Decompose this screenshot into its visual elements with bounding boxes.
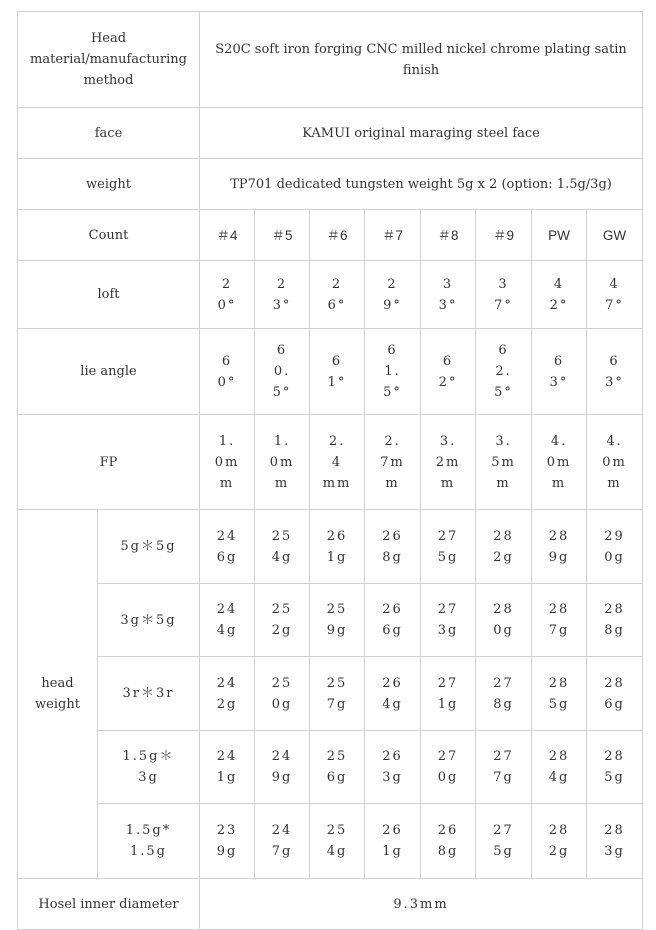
head-weight-cell: 26 4g <box>365 657 421 731</box>
loft-cell: 4 7° <box>587 261 643 329</box>
head-weight-cell: 27 1g <box>421 657 476 731</box>
head-weight-cell: 25 7g <box>310 657 365 731</box>
count-cell: PW <box>532 210 587 261</box>
lie-angle-cell: 6 3° <box>587 329 643 415</box>
count-cell: ＃5 <box>255 210 310 261</box>
hosel-value: 9.3mm <box>200 879 643 930</box>
face-value: KAMUI original maraging steel face <box>200 108 643 159</box>
head-weight-cell: 28 9g <box>532 510 587 584</box>
weight-value: TP701 dedicated tungsten weight 5g x 2 (option: 1.5g/3g) <box>200 159 643 210</box>
head-weight-cell: 25 6g <box>310 731 365 804</box>
head-material-label: Head material/manufacturing method <box>18 12 200 108</box>
lie-angle-cell: 6 0. 5° <box>255 329 310 415</box>
fp-cell: 1. 0m m <box>255 415 310 510</box>
loft-label: loft <box>18 261 200 329</box>
loft-cell: 3 3° <box>421 261 476 329</box>
loft-cell: 4 2° <box>532 261 587 329</box>
head-weight-cell: 26 1g <box>365 804 421 879</box>
loft-cell: 2 3° <box>255 261 310 329</box>
head-weight-cell: 24 2g <box>200 657 255 731</box>
head-material-value: S20C soft iron forging CNC milled nickel chrome plating satin finish <box>200 12 643 108</box>
count-cell: ＃4 <box>200 210 255 261</box>
row-head-weight-4 <box>18 731 643 804</box>
head-weight-cell: 25 4g <box>310 804 365 879</box>
head-weight-cell: 27 8g <box>476 657 532 731</box>
row-face <box>18 108 643 159</box>
row-lie-angle <box>18 329 643 415</box>
head-weight-cell: 26 8g <box>365 510 421 584</box>
head-weight-cell: 26 8g <box>421 804 476 879</box>
row-count <box>18 210 643 261</box>
head-weight-config: 3r＊3r <box>98 657 200 731</box>
head-weight-cell: 27 5g <box>476 804 532 879</box>
count-cell: ＃6 <box>310 210 365 261</box>
loft-cell: 3 7° <box>476 261 532 329</box>
weight-label: weight <box>18 159 200 210</box>
loft-cell: 2 6° <box>310 261 365 329</box>
count-cell: GW <box>587 210 643 261</box>
row-head-weight-3 <box>18 657 643 731</box>
head-weight-cell: 26 3g <box>365 731 421 804</box>
row-head-material <box>18 12 643 108</box>
head-weight-cell: 28 6g <box>587 657 643 731</box>
row-head-weight-1 <box>18 510 643 584</box>
spec-table <box>17 11 643 930</box>
fp-cell: 2. 7m m <box>365 415 421 510</box>
head-weight-cell: 25 4g <box>255 510 310 584</box>
fp-label: FP <box>18 415 200 510</box>
row-weight <box>18 159 643 210</box>
fp-cell: 3. 5m m <box>476 415 532 510</box>
head-weight-cell: 24 4g <box>200 584 255 657</box>
head-weight-cell: 28 8g <box>587 584 643 657</box>
fp-cell: 2. 4 mm <box>310 415 365 510</box>
lie-angle-label: lie angle <box>18 329 200 415</box>
head-weight-cell: 24 7g <box>255 804 310 879</box>
loft-cell: 2 0° <box>200 261 255 329</box>
head-weight-cell: 24 1g <box>200 731 255 804</box>
face-label: face <box>18 108 200 159</box>
head-weight-cell: 27 0g <box>421 731 476 804</box>
head-weight-cell: 28 4g <box>532 731 587 804</box>
head-weight-cell: 28 0g <box>476 584 532 657</box>
hosel-label: Hosel inner diameter <box>18 879 200 930</box>
head-weight-label: head weight <box>18 510 98 879</box>
loft-cell: 2 9° <box>365 261 421 329</box>
head-weight-cell: 24 9g <box>255 731 310 804</box>
lie-angle-cell: 6 1° <box>310 329 365 415</box>
head-weight-config: 1.5g＊ 3g <box>98 731 200 804</box>
fp-cell: 4. 0m m <box>587 415 643 510</box>
head-weight-cell: 25 9g <box>310 584 365 657</box>
head-weight-cell: 27 3g <box>421 584 476 657</box>
head-weight-cell: 29 0g <box>587 510 643 584</box>
lie-angle-cell: 6 2° <box>421 329 476 415</box>
lie-angle-cell: 6 2. 5° <box>476 329 532 415</box>
row-head-weight-5 <box>18 804 643 879</box>
head-weight-cell: 28 2g <box>476 510 532 584</box>
head-weight-cell: 28 5g <box>587 731 643 804</box>
head-weight-cell: 27 7g <box>476 731 532 804</box>
head-weight-cell: 28 3g <box>587 804 643 879</box>
lie-angle-cell: 6 3° <box>532 329 587 415</box>
head-weight-cell: 27 5g <box>421 510 476 584</box>
head-weight-cell: 23 9g <box>200 804 255 879</box>
count-cell: ＃7 <box>365 210 421 261</box>
fp-cell: 1. 0m m <box>200 415 255 510</box>
row-head-weight-2 <box>18 584 643 657</box>
lie-angle-cell: 6 0° <box>200 329 255 415</box>
head-weight-config: 1.5g* 1.5g <box>98 804 200 879</box>
head-weight-config: 5g＊5g <box>98 510 200 584</box>
row-loft <box>18 261 643 329</box>
head-weight-cell: 26 6g <box>365 584 421 657</box>
head-weight-cell: 28 5g <box>532 657 587 731</box>
lie-angle-cell: 6 1. 5° <box>365 329 421 415</box>
head-weight-cell: 28 2g <box>532 804 587 879</box>
fp-cell: 4. 0m m <box>532 415 587 510</box>
row-fp <box>18 415 643 510</box>
head-weight-cell: 25 0g <box>255 657 310 731</box>
count-cell: ＃8 <box>421 210 476 261</box>
fp-cell: 3. 2m m <box>421 415 476 510</box>
head-weight-cell: 28 7g <box>532 584 587 657</box>
count-cell: ＃9 <box>476 210 532 261</box>
count-label: Count <box>18 210 200 261</box>
head-weight-cell: 26 1g <box>310 510 365 584</box>
head-weight-cell: 24 6g <box>200 510 255 584</box>
head-weight-cell: 25 2g <box>255 584 310 657</box>
head-weight-config: 3g＊5g <box>98 584 200 657</box>
